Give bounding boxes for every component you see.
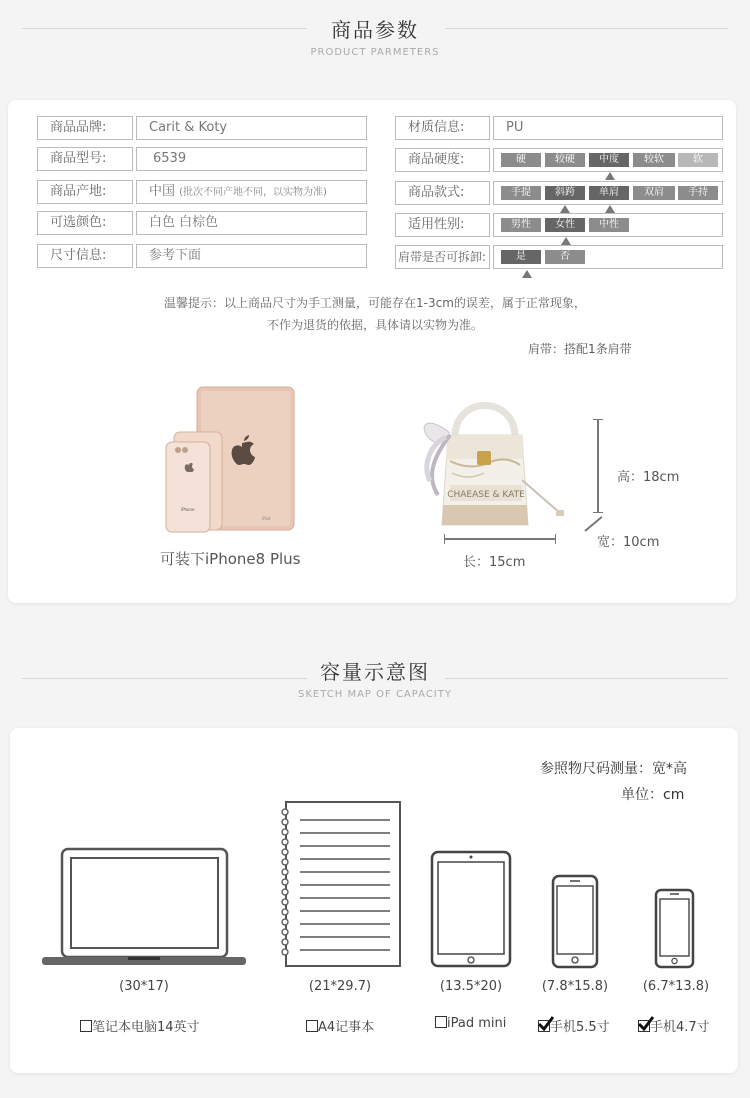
hardness-option-fairly-hard: 较硬 — [545, 153, 585, 167]
style-option-shoulder: 单肩 — [589, 186, 629, 200]
notebook-fit-item — [306, 1016, 374, 1035]
phone-large-icon — [551, 874, 599, 969]
hardness-option-hard: 硬 — [501, 153, 541, 167]
length-dimension-cap-left — [444, 534, 445, 544]
phone-large-fit-label: 手机5.5寸 — [550, 1020, 610, 1035]
tablet-checkbox-icon — [435, 1016, 447, 1028]
tablet-fit-item — [435, 1016, 506, 1031]
origin-value: 中国 (批次不同产地不同，以实物为准) — [136, 180, 367, 204]
brand-value: Carit & Koty — [136, 116, 367, 140]
style-option-handheld: 手提 — [501, 186, 541, 200]
laptop-checkbox-icon — [80, 1020, 92, 1032]
style-option-crossbody: 斜跨 — [545, 186, 585, 200]
width-label: 宽：10cm — [597, 535, 660, 550]
tablet-fit-label: iPad mini — [447, 1016, 507, 1031]
phone-small-size: (6.7*13.8) — [642, 979, 710, 994]
params-header — [0, 14, 750, 58]
material-label: 材质信息: — [395, 116, 490, 140]
notebook-fit-label: A4记事本 — [318, 1020, 375, 1035]
tablet-size: (13.5*20) — [439, 979, 503, 994]
strap-option-yes: 是 — [501, 250, 541, 264]
phone-large-checked-icon — [538, 1020, 550, 1032]
reference-note: 参照物尺码测量：宽*高 — [540, 761, 687, 777]
hardness-option-medium: 中度 — [589, 153, 629, 167]
gender-indicator — [561, 237, 571, 245]
length-dimension-line — [445, 538, 555, 540]
strap-label: 肩带是否可拆卸: — [395, 245, 490, 269]
notice-line-1: 温馨提示：以上商品尺寸为手工测量，可能存在1-3cm的误差，属于正常现象， — [164, 296, 586, 310]
length-dimension-cap-right — [555, 534, 556, 544]
size-value: 参考下面 — [136, 244, 367, 268]
gender-option-unisex: 中性 — [589, 218, 629, 232]
phone-large-fit-item — [538, 1016, 610, 1035]
gender-label: 适用性别: — [395, 213, 490, 237]
laptop-size: (30*17) — [119, 979, 169, 994]
bag-image — [410, 385, 585, 530]
phone-small-icon — [654, 888, 695, 969]
style-indicator-shoulder — [605, 205, 615, 213]
color-label: 可选颜色: — [37, 211, 133, 235]
gender-option-female: 女性 — [545, 218, 585, 232]
phone-small-fit-label: 手机4.7寸 — [650, 1020, 710, 1035]
bag-print-text: CHAEASE & KATE — [447, 490, 525, 500]
notice-line-2: 不作为退货的依据，具体请以实物为准。 — [266, 318, 483, 332]
style-label: 商品款式: — [395, 181, 490, 205]
origin-note: (批次不同产地不同，以实物为准) — [179, 187, 327, 198]
capacity-header — [0, 656, 750, 700]
hardness-indicator — [605, 172, 615, 180]
tablet-icon — [430, 850, 512, 968]
model-value: 6539 — [136, 147, 367, 171]
notebook-icon — [278, 800, 403, 968]
laptop-fit-label: 笔记本电脑14英寸 — [92, 1020, 200, 1035]
model-label: 商品型号: — [37, 147, 133, 171]
notebook-checkbox-icon — [306, 1020, 318, 1032]
style-option-clutch: 手持 — [678, 186, 718, 200]
hardness-option-soft: 软 — [678, 153, 718, 167]
capacity-title: 容量示意图 — [320, 660, 430, 684]
phone-large-size: (7.8*15.8) — [541, 979, 609, 994]
style-option-backpack: 双肩 — [633, 186, 675, 200]
style-indicator-crossbody — [560, 205, 570, 213]
color-value: 白色 白棕色 — [136, 211, 367, 235]
strap-option-no: 否 — [545, 250, 585, 264]
hardness-option-fairly-soft: 较软 — [633, 153, 675, 167]
gender-option-male: 男性 — [501, 218, 541, 232]
strap-note: 肩带：搭配1条肩带 — [528, 342, 632, 356]
params-subtitle: PRODUCT PARMETERS — [310, 47, 440, 58]
laptop-icon — [40, 845, 248, 970]
height-dimension-cap-bottom — [593, 512, 603, 513]
notebook-size: (21*29.7) — [308, 979, 372, 994]
origin-label: 商品产地: — [37, 180, 133, 204]
ipad-iphone-image — [160, 385, 300, 535]
params-title: 商品参数 — [331, 18, 419, 42]
height-dimension-line — [597, 420, 599, 512]
length-label: 长：15cm — [463, 555, 526, 570]
hardness-label: 商品硬度: — [395, 148, 490, 172]
phone-small-checked-icon — [638, 1020, 650, 1032]
strap-indicator — [522, 270, 532, 278]
phone-small-fit-item — [638, 1016, 710, 1035]
unit-note: 单位：cm — [621, 787, 685, 803]
brand-label: 商品品牌: — [37, 116, 133, 140]
svg-text:iPhone: iPhone — [181, 507, 195, 512]
laptop-fit-item — [80, 1016, 200, 1035]
material-value: PU — [493, 116, 723, 140]
capacity-subtitle: SKETCH MAP OF CAPACITY — [298, 689, 452, 700]
svg-text:iPad: iPad — [262, 516, 271, 521]
phone-caption: 可装下iPhone8 Plus — [160, 550, 301, 568]
height-dimension-cap-top — [593, 419, 603, 420]
height-label: 高：18cm — [617, 470, 680, 485]
size-label: 尺寸信息: — [37, 244, 133, 268]
